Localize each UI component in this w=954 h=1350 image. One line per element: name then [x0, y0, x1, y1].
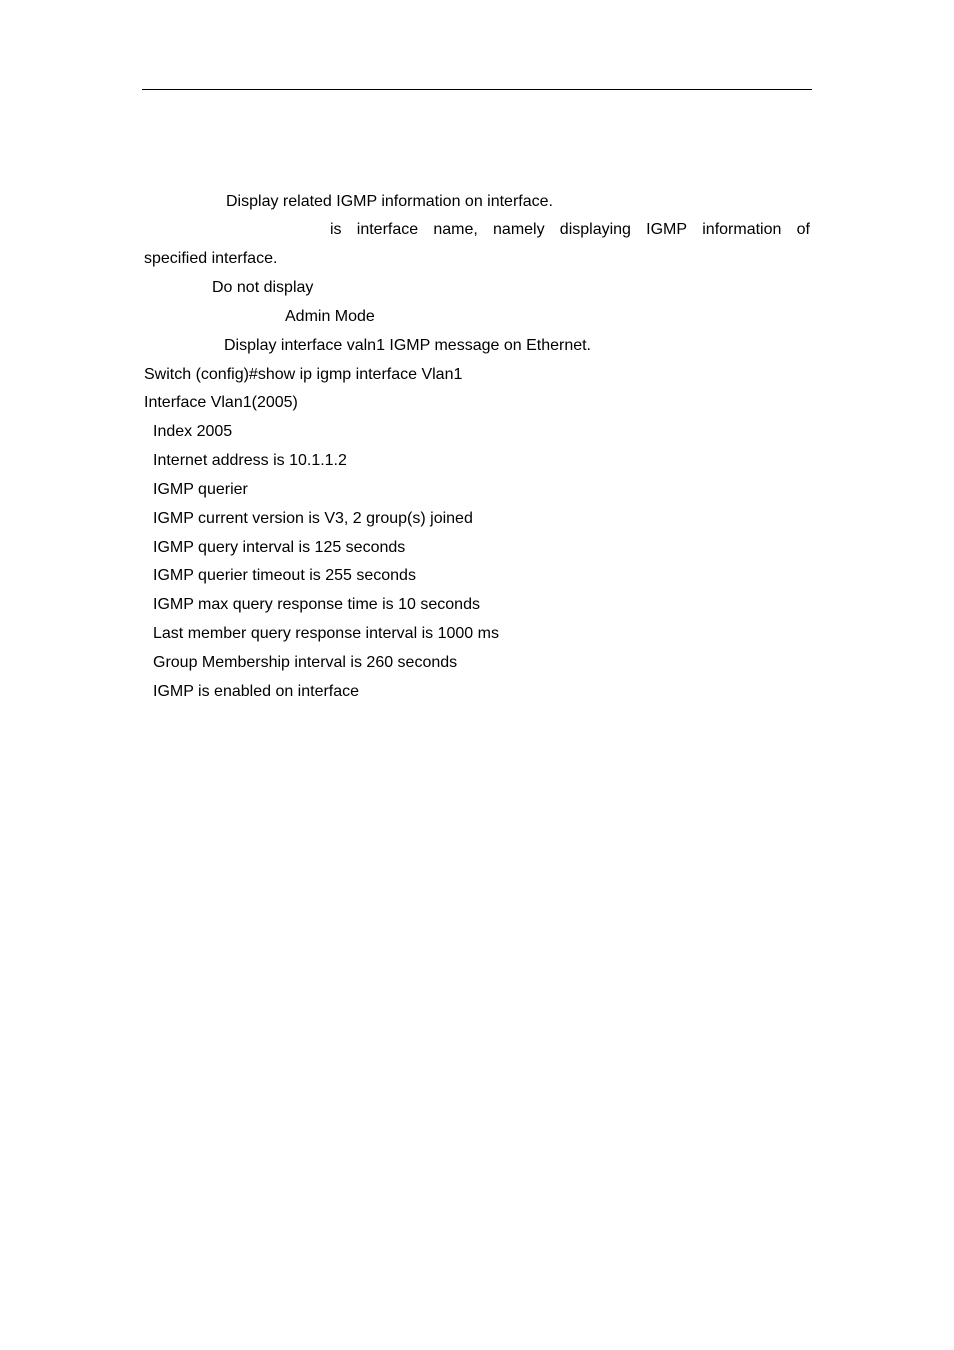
- output-line: IGMP max query response time is 10 seconds: [153, 596, 480, 613]
- function-text: Display related IGMP information on interface.: [226, 193, 553, 210]
- command-line: Switch (config)#show ip igmp interface Vlan1: [144, 366, 463, 383]
- parameter-word: interface: [356, 221, 419, 238]
- parameter-word: information: [702, 221, 782, 238]
- output-line: IGMP current version is V3, 2 group(s) joined: [153, 510, 473, 527]
- output-line: IGMP is enabled on interface: [153, 683, 360, 700]
- output-line: Internet address is 10.1.1.2: [153, 452, 347, 469]
- output-line: Last member query response interval is 1000 ms: [153, 625, 499, 642]
- parameter-word: displaying: [559, 221, 631, 238]
- output-header: Interface Vlan1(2005): [144, 394, 298, 411]
- parameter-word: name,: [433, 221, 478, 238]
- default-text: Do not display: [212, 279, 314, 296]
- parameter-continuation: specified interface.: [144, 250, 278, 267]
- output-line: IGMP query interval is 125 seconds: [153, 539, 406, 556]
- output-line: Index 2005: [153, 423, 233, 440]
- parameter-word: is: [330, 221, 342, 238]
- example-text: Display interface valn1 IGMP message on Ethernet.: [224, 337, 591, 354]
- parameter-word: IGMP: [646, 221, 688, 238]
- output-line: Group Membership interval is 260 seconds: [153, 654, 458, 671]
- parameter-word: namely: [493, 221, 545, 238]
- output-line: IGMP querier timeout is 255 seconds: [153, 567, 416, 584]
- output-line: IGMP querier: [153, 481, 248, 498]
- parameter-text: [330, 220, 810, 240]
- header-rule: [142, 89, 812, 90]
- parameter-word: of: [796, 221, 810, 238]
- mode-text: Admin Mode: [285, 308, 375, 325]
